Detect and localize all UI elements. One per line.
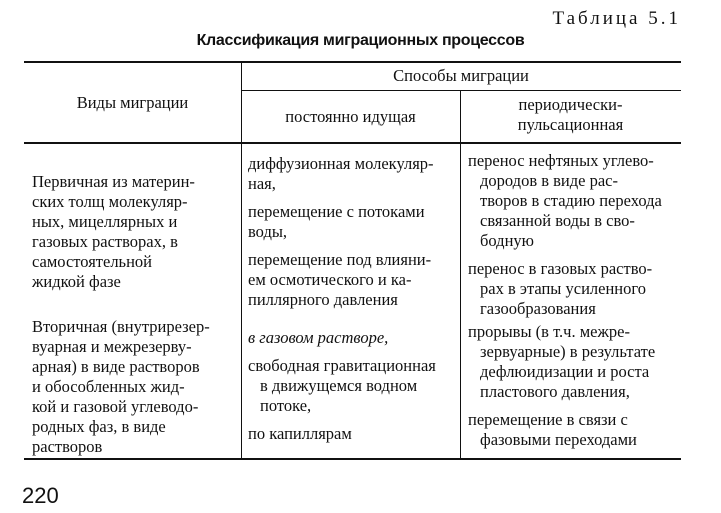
text-line: в газовом растворе, (248, 328, 389, 347)
text-line: ем осмотического и ка- (248, 270, 412, 289)
table-bottom-rule (24, 458, 681, 460)
text-line: творов в стадию перехода (480, 191, 662, 210)
header-sub-rule (241, 90, 681, 91)
text-line: газообразования (480, 299, 596, 318)
text-line: перемещение в связи с (468, 410, 628, 429)
text-line: перемещение под влияни- (248, 250, 432, 269)
column-divider-2 (460, 90, 461, 459)
text-line: перенос нефтяных углево- (468, 151, 654, 170)
text-line: ная, (248, 174, 276, 193)
header-bottom-rule (24, 142, 681, 144)
text-line: растворов (32, 437, 103, 456)
text-line: Первичная из материн- (32, 172, 195, 191)
text-line: дефлюидизации и роста (480, 362, 650, 381)
text-line: родных фаз, в виде (32, 417, 166, 436)
text-line: Вторичная (внутрирезер- (32, 317, 210, 336)
header-continuous: постоянно идущая (285, 107, 416, 126)
row-1-type (32, 172, 238, 292)
row-2-type (32, 317, 238, 457)
text-line: рах в этапы усиленного (480, 279, 646, 298)
text-line: пластового давления, (480, 382, 630, 401)
spacer (248, 416, 460, 424)
text-line: самостоятельной (32, 252, 152, 271)
table-caption: Таблица 5.1 (552, 8, 681, 29)
text-line: газовых растворах, в (32, 232, 178, 251)
header-migration-methods: Способы миграции (393, 66, 529, 85)
table-top-rule (24, 61, 681, 63)
header-migration-types: Виды миграции (76, 93, 189, 112)
text-line: свободная гравитационная (248, 356, 436, 375)
text-line: зервуарные) в результате (480, 342, 656, 361)
text-line: связанной воды в сво- (480, 211, 635, 230)
text-line: бодную (480, 231, 534, 250)
text-line: жидкой фазе (32, 272, 121, 291)
text-line: арная) в виде растворов (32, 357, 200, 376)
text-line: потоке, (260, 396, 312, 415)
header-periodic (460, 95, 681, 135)
spacer (248, 242, 458, 250)
text-line: ных, мицеллярных и (32, 212, 178, 231)
spacer (248, 194, 458, 202)
text-line: фазовыми переходами (480, 430, 637, 449)
text-line: кой и газовой углеводо- (32, 397, 199, 416)
text-line: прорывы (в т.ч. межре- (468, 322, 630, 341)
text-line: пиллярного давления (248, 290, 398, 309)
spacer (468, 402, 680, 410)
row-1-continuous (248, 154, 458, 310)
text-line: в движущемся водном (260, 376, 418, 395)
text-line: по капиллярам (248, 424, 352, 443)
text-line: воды, (248, 222, 288, 241)
row-2-periodic (468, 322, 680, 450)
header-periodic-line-2: пульсационная (517, 115, 624, 134)
text-line: дородов в виде рас- (480, 171, 619, 190)
text-line: и обособленных жид- (32, 377, 185, 396)
header-periodic-line-1: периодически- (518, 95, 623, 114)
text-line: перемещение с потоками (248, 202, 425, 221)
spacer (248, 348, 460, 356)
page-number: 220 (22, 483, 59, 508)
text-line: вуарная и межрезерву- (32, 337, 192, 356)
text-line: ских толщ молекуляр- (32, 192, 188, 211)
spacer (468, 251, 680, 259)
table-title: Классификация миграционных процессов (196, 32, 525, 49)
row-2-continuous (248, 328, 460, 444)
text-line: диффузионная молекуляр- (248, 154, 434, 173)
row-1-periodic (468, 151, 680, 319)
text-line: перенос в газовых раство- (468, 259, 653, 278)
